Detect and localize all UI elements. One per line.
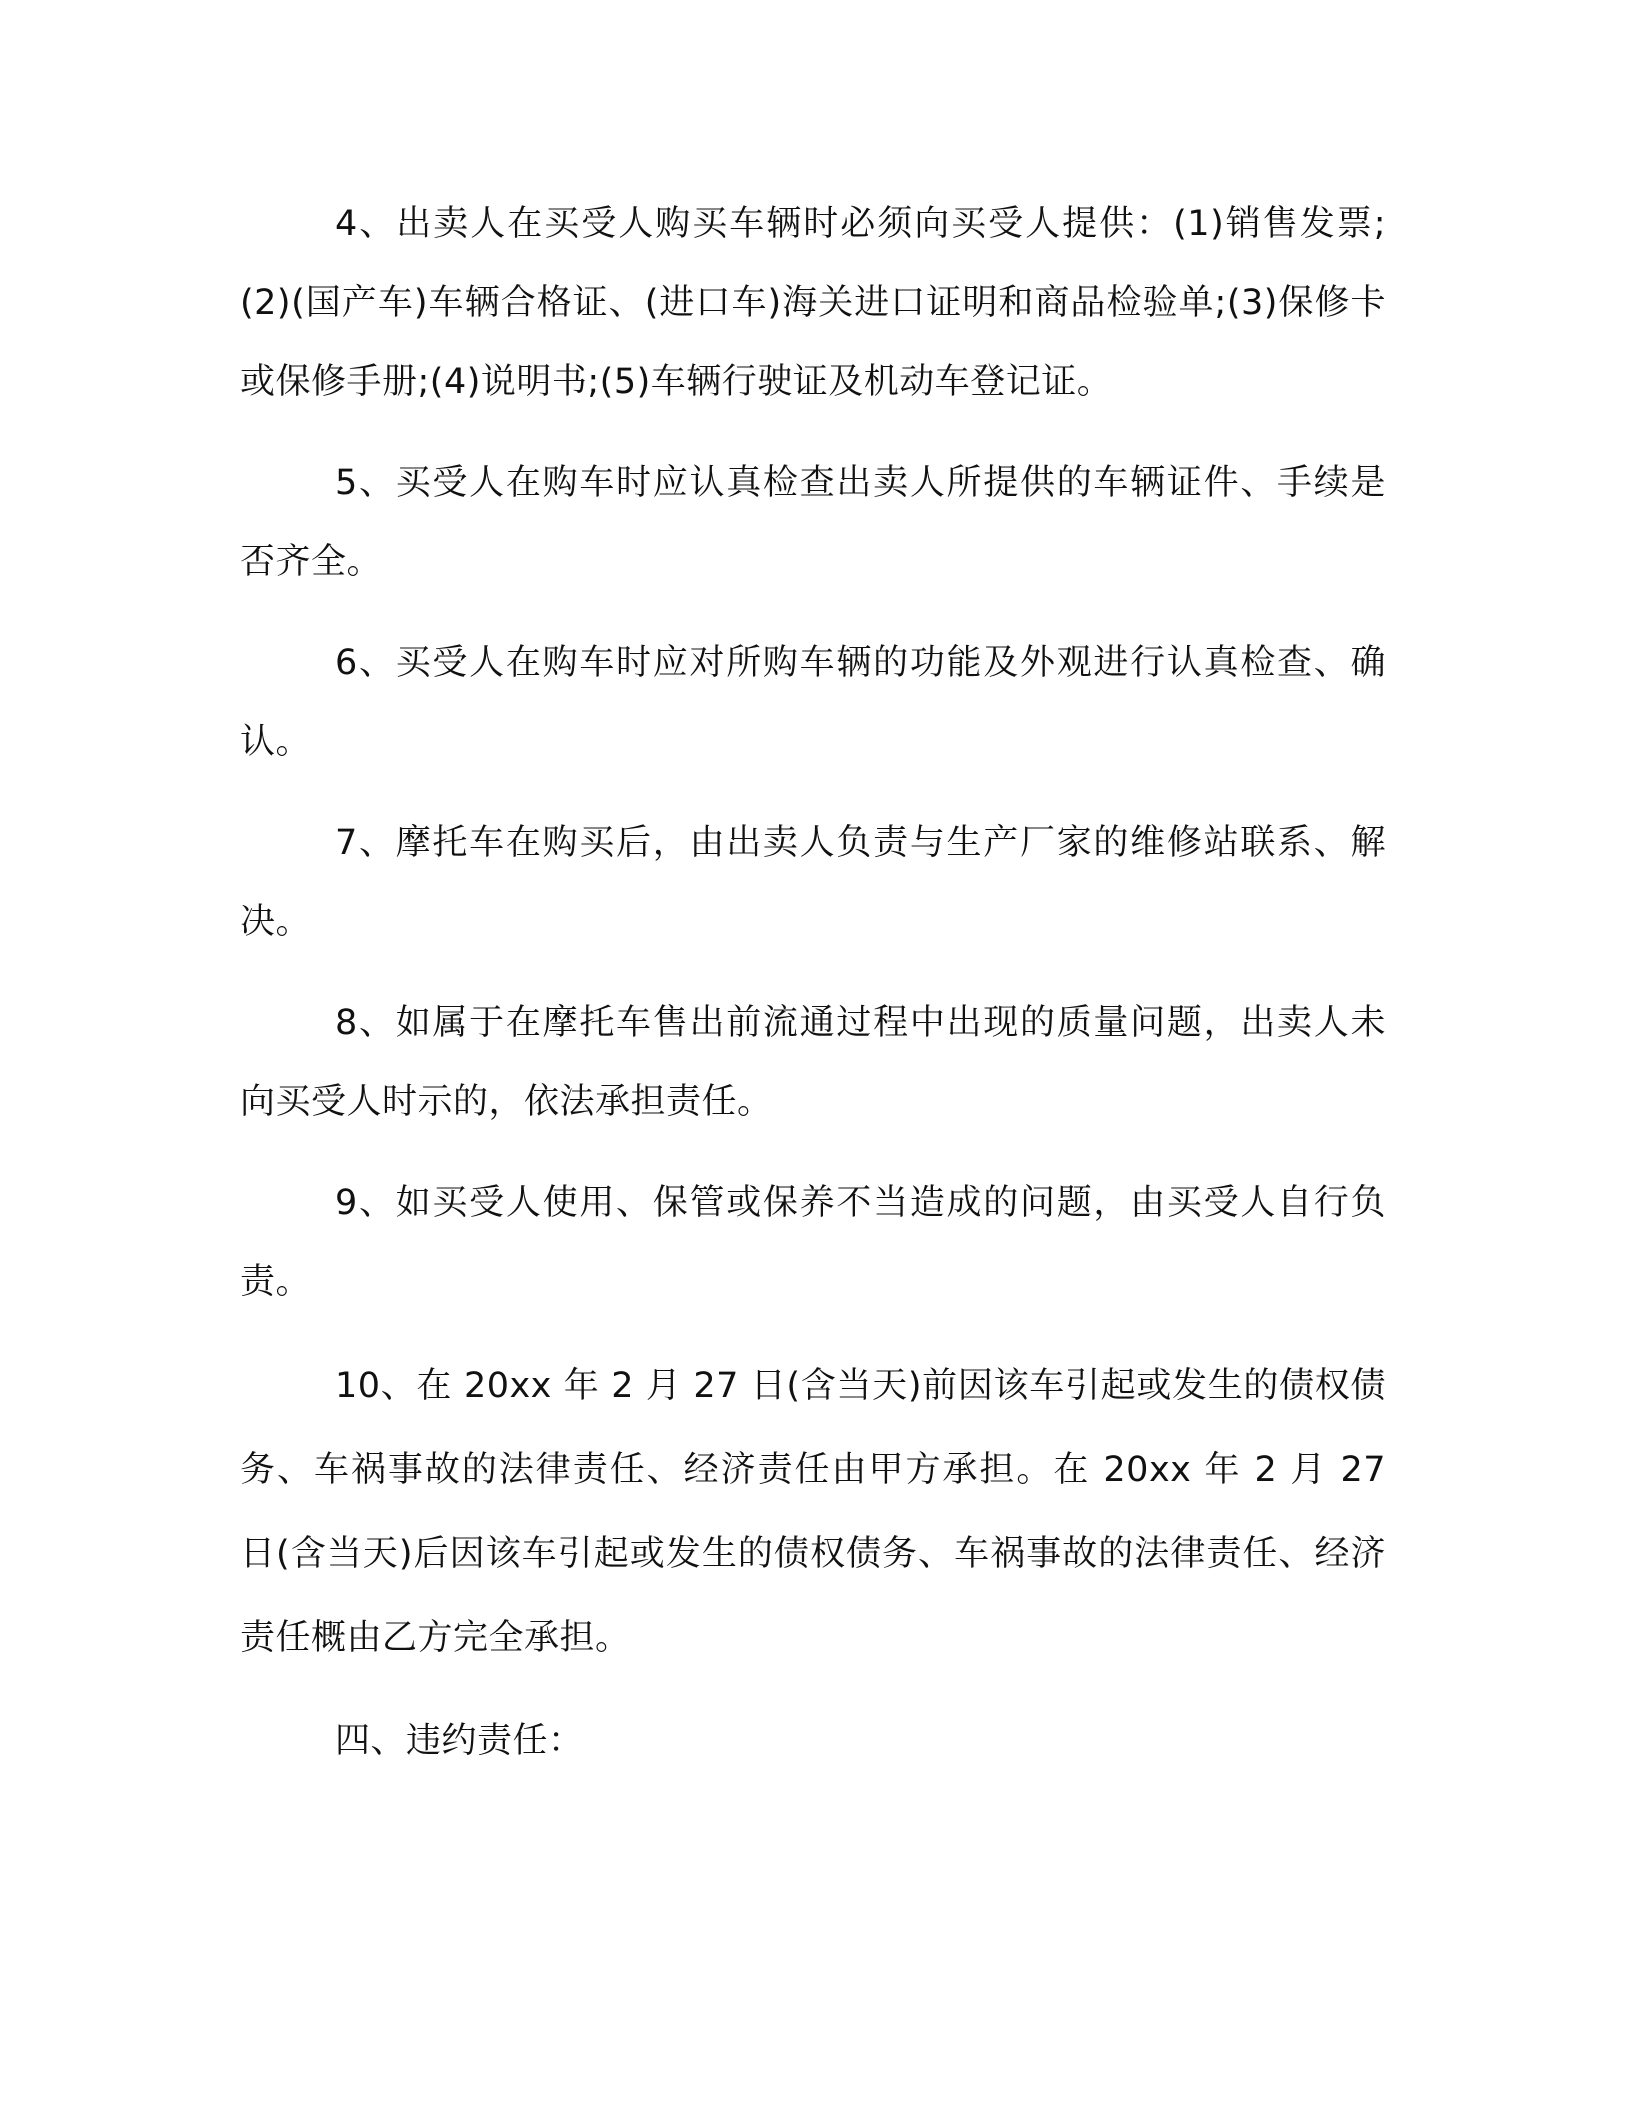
section-heading-breach-liability: 四、违约责任：: [335, 1721, 584, 1761]
clause-7: 7、摩托车在购买后，由出卖人负责与生产厂家的维修站联系、解决。: [240, 823, 1386, 942]
clause-6: 6、买受人在购车时应对所购车辆的功能及外观进行认真检查、确认。: [240, 643, 1386, 762]
clause-5: 5、买受人在购车时应认真检查出卖人所提供的车辆证件、手续是否齐全。: [240, 463, 1386, 582]
clause-8: 8、如属于在摩托车售出前流通过程中出现的质量问题，出卖人未向买受人时示的，依法承担责任。: [240, 1003, 1386, 1122]
document-body: [240, 185, 1386, 1781]
clause-9: 9、如买受人使用、保管或保养不当造成的问题，由买受人自行负责。: [240, 1183, 1386, 1302]
clause-10: 10、在 20xx 年 2 月 27 日(含当天)前因该车引起或发生的债权债务、车祸事故的法律责任、经济责任由甲方承担。在 20xx 年 2 月 27 日(含当天)后因该车引起或发生的债权债务、车祸事故的法律责任、经济责任概由乙方完全承担。: [240, 1366, 1386, 1658]
clause-4: 4、出卖人在买受人购买车辆时必须向买受人提供：(1)销售发票;(2)(国产车)车辆合格证、(进口车)海关进口证明和商品检验单;(3)保修卡或保修手册;(4)说明书;(5)车辆行驶证及机动车登记证。: [240, 204, 1386, 402]
